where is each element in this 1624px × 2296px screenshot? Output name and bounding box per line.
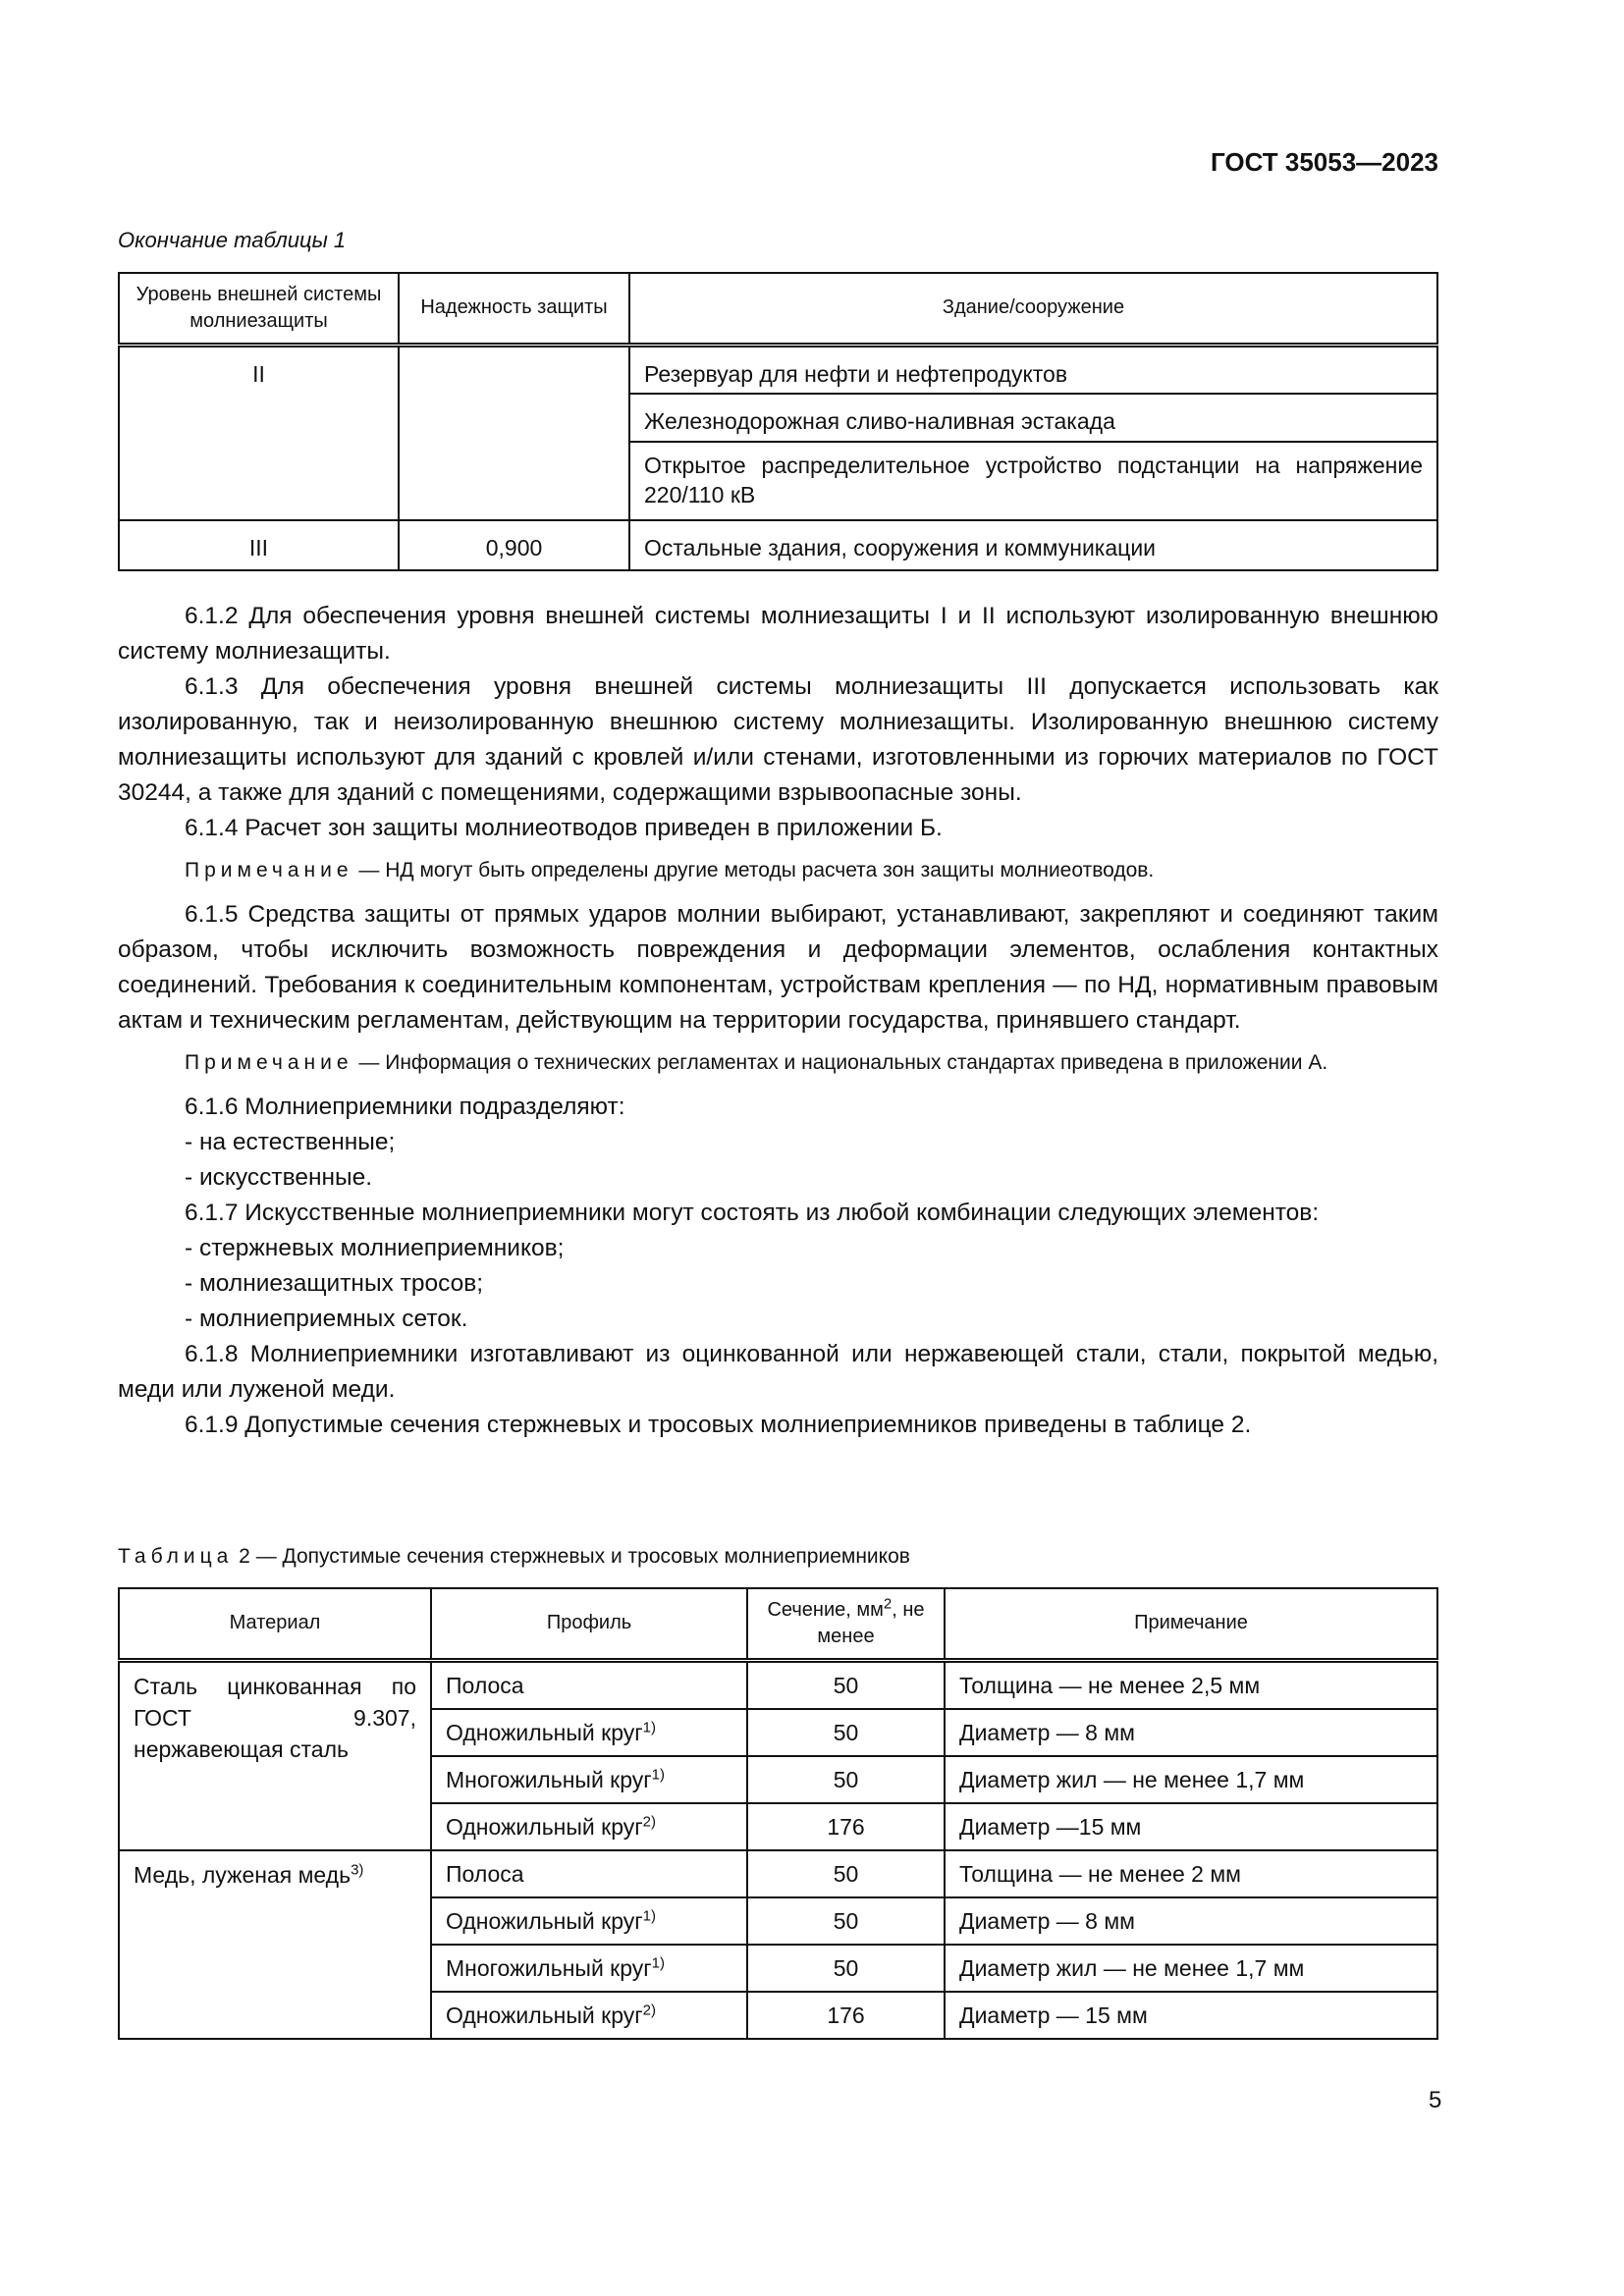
caption-label: Таблица <box>118 1545 234 1568</box>
table-row <box>119 1850 1437 1897</box>
note-text: — Информация о технических регламентах и национальных стандартах приведена в приложении А. <box>352 1051 1328 1074</box>
building-cell: Остальные здания, сооружения и коммуникации <box>629 520 1437 570</box>
profile-cell <box>431 1756 747 1803</box>
section-cell: 50 <box>747 1897 945 1945</box>
paragraph: 6.1.3 Для обеспечения уровня внешней системы молниезащиты III допускается использовать как изолированную, так и неизолированную внешнюю систему молниезащиты. Изолированную внешнюю систему молниезащиты используют для зданий с кровлей и/или стенами, изготовленными из горючих материалов по ГОСТ 30244, а также для зданий с помещениями, содержащими взрывоопасные зоны. <box>118 673 1438 806</box>
paragraph: 6.1.2 Для обеспечения уровня внешней системы молниезащиты I и II используют изолированную внешнюю систему молниезащиты. <box>118 603 1438 665</box>
list-item: - молниезащитных тросов; <box>185 1270 484 1297</box>
column-header: Примечание <box>945 1588 1437 1660</box>
table-2 <box>118 1587 1438 2040</box>
paragraph: 6.1.9 Допустимые сечения стержневых и тросовых молниеприемников приведены в таблице 2. <box>185 1412 1252 1438</box>
note-cell: Толщина — не менее 2,5 мм <box>945 1660 1437 1709</box>
level-cell: II <box>119 345 399 520</box>
section-cell: 50 <box>747 1945 945 1992</box>
column-header <box>747 1588 945 1660</box>
list-item: - искусственные. <box>185 1164 373 1191</box>
note-text: — НД могут быть определены другие методы расчета зон защиты молниеотводов. <box>352 859 1155 881</box>
profile-cell <box>431 1945 747 1992</box>
note <box>118 1048 1438 1078</box>
building-cell: Открытое распределительное устройство подстанции на напряжение 220/110 кВ <box>629 442 1437 520</box>
paragraph: 6.1.7 Искусственные молниеприемники могут состоять из любой комбинации следующих элементов: <box>185 1200 1320 1226</box>
footnote-ref: 2) <box>642 2001 656 2018</box>
profile-cell <box>431 1660 747 1709</box>
profile-text: Одножильный круг <box>446 2002 643 2028</box>
profile-cell <box>431 1992 747 2039</box>
table-1 <box>118 272 1438 571</box>
column-header: Уровень внешней системы молниезащиты <box>119 273 399 345</box>
level-cell: III <box>119 520 399 570</box>
list-item: - молниеприемных сеток. <box>185 1306 468 1332</box>
note-cell: Диаметр жил — не менее 1,7 мм <box>945 1756 1437 1803</box>
section-cell: 50 <box>747 1756 945 1803</box>
section-cell: 50 <box>747 1850 945 1897</box>
table-row <box>119 520 1437 570</box>
note-label: Примечание <box>185 859 353 881</box>
footnote-ref: 2) <box>642 1812 656 1830</box>
profile-cell <box>431 1850 747 1897</box>
profile-cell <box>431 1709 747 1756</box>
paragraph: 6.1.5 Средства защиты от прямых ударов молнии выбирают, устанавливают, закрепляют и соединяют таким образом, чтобы исключить возможность повреждения и деформации элементов, ослабления контактных соединений. Требования к соединительным компонентам, устройствам крепления — по НД, нормативным правовым актам и техническим регламентам, действующим на территории государства, принявшего стандарт. <box>118 901 1438 1034</box>
material-cell <box>119 1850 431 2039</box>
footnote-ref: 1) <box>651 1953 666 1971</box>
section-cell: 50 <box>747 1709 945 1756</box>
footnote-ref: 1) <box>642 1906 656 1924</box>
table-header <box>119 273 1437 345</box>
table-header <box>119 1588 1437 1660</box>
profile-text: Одножильный круг <box>446 1907 643 1934</box>
table2-caption <box>118 1545 910 1569</box>
profile-text: Одножильный круг <box>446 1719 643 1745</box>
profile-text: Многожильный круг <box>446 1766 652 1792</box>
paragraph: 6.1.4 Расчет зон защиты молниеотводов приведен в приложении Б. <box>185 815 943 841</box>
superscript: 2 <box>883 1595 893 1613</box>
note-cell: Диаметр —15 мм <box>945 1803 1437 1850</box>
profile-text: Полоса <box>446 1672 524 1698</box>
header-text: Сечение, мм <box>767 1598 884 1621</box>
paragraph: 6.1.6 Молниеприемники подразделяют: <box>185 1094 625 1120</box>
note-cell: Диаметр жил — не менее 1,7 мм <box>945 1945 1437 1992</box>
note-label: Примечание <box>185 1051 353 1074</box>
material-cell <box>119 1660 431 1850</box>
material-text: Сталь цинкованная по ГОСТ 9.307, нержавеющая сталь <box>134 1673 416 1762</box>
footnote-ref: 1) <box>642 1718 656 1735</box>
body-text <box>118 599 1438 1443</box>
document-id: ГОСТ 35053—2023 <box>1211 147 1438 177</box>
note-cell: Диаметр — 8 мм <box>945 1709 1437 1756</box>
table-row <box>119 1660 1437 1709</box>
profile-text: Полоса <box>446 1860 524 1887</box>
list-item: - на естественные; <box>185 1129 396 1155</box>
footnote-ref: 3) <box>351 1860 364 1878</box>
profile-text: Одножильный круг <box>446 1813 643 1840</box>
building-cell: Резервуар для нефти и нефтепродуктов <box>629 345 1437 394</box>
section-cell: 50 <box>747 1660 945 1709</box>
profile-cell <box>431 1897 747 1945</box>
profile-cell <box>431 1803 747 1850</box>
note <box>118 856 1438 885</box>
section-cell: 176 <box>747 1992 945 2039</box>
material-text: Медь, луженая медь <box>134 1861 352 1888</box>
page-number: 5 <box>1429 2087 1442 2113</box>
table-row <box>119 345 1437 394</box>
header-text: , не менее <box>817 1598 925 1647</box>
column-header: Профиль <box>431 1588 747 1660</box>
building-cell: Железнодорожная сливо-наливная эстакада <box>629 394 1437 442</box>
profile-text: Многожильный круг <box>446 1954 652 1981</box>
caption-text: 2 — Допустимые сечения стержневых и тросовых молниеприемников <box>233 1545 910 1568</box>
column-header: Здание/сооружение <box>629 273 1437 345</box>
table1-caption: Окончание таблицы 1 <box>118 228 347 252</box>
note-cell: Диаметр — 8 мм <box>945 1897 1437 1945</box>
list-item: - стержневых молниеприемников; <box>185 1235 565 1261</box>
reliability-cell: 0,900 <box>399 520 629 570</box>
note-cell: Диаметр — 15 мм <box>945 1992 1437 2039</box>
section-cell: 176 <box>747 1803 945 1850</box>
reliability-cell <box>399 345 629 520</box>
column-header: Материал <box>119 1588 431 1660</box>
paragraph: 6.1.8 Молниеприемники изготавливают из оцинкованной или нержавеющей стали, стали, покрытой медью, меди или луженой меди. <box>118 1341 1438 1403</box>
column-header: Надежность защиты <box>399 273 629 345</box>
footnote-ref: 1) <box>651 1765 666 1783</box>
note-cell: Толщина — не менее 2 мм <box>945 1850 1437 1897</box>
